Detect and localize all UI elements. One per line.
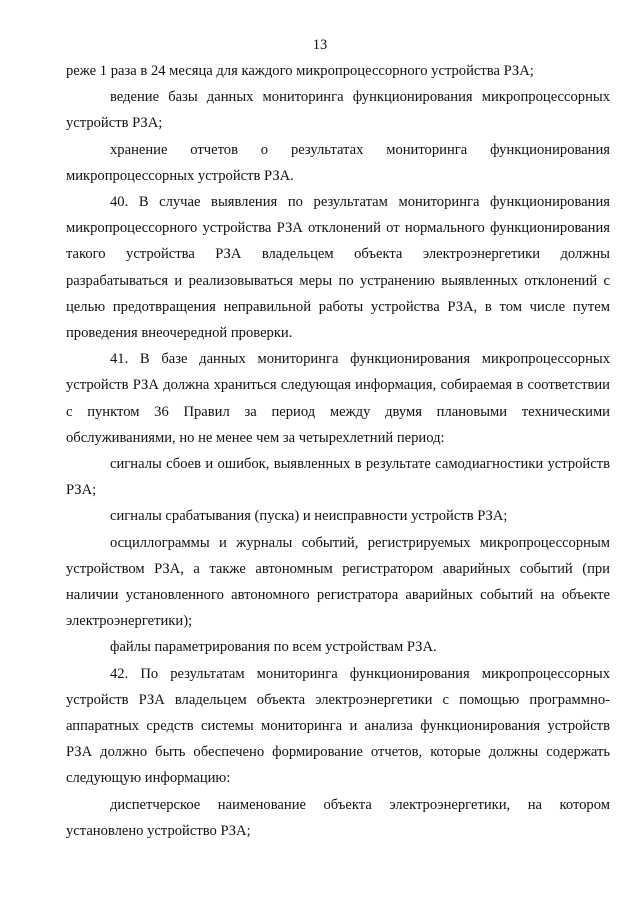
paragraph-fault-signals-item: сигналы сбоев и ошибок, выявленных в результате самодиагностики устройств РЗА; <box>66 456 610 499</box>
paragraph-41: 41. В базе данных мониторинга функционирования микропроцессорных устройств РЗА должна храниться следующая информация, собираемая в соответствии с пунктом 36 Правил за период между двумя плановыми техническими обслуживаниями, но не менее чем за четырехлетний период: <box>66 351 610 446</box>
paragraph-oscillograms-item: осциллограммы и журналы событий, регистрируемых микропроцессорным устройством РЗА, а также автономным регистратором аварийных событий (при наличии установленного автономного регистратора аварийных событий на объекте электроэнергетики); <box>66 534 610 630</box>
paragraph-trip-signals-item: сигналы срабатывания (пуска) и неисправности устройств РЗА; <box>110 508 508 525</box>
paragraph-continuation: реже 1 раза в 24 месяца для каждого микропроцессорного устройства РЗА; <box>66 63 534 79</box>
paragraph-reports-item: хранение отчетов о результатах мониторинга функционирования микропроцессорных устройств РЗА. <box>66 141 610 184</box>
paragraph-database-item: ведение базы данных мониторинга функционирования микропроцессорных устройств РЗА; <box>66 89 610 132</box>
page-number: 13 <box>312 37 328 53</box>
paragraph-42: 42. По результатам мониторинга функционирования микропроцессорных устройств РЗА владельцем объекта электроэнергетики с помощью программно-аппаратных средств системы мониторинга и анализа функционирования устройств РЗА должно быть обеспечено формирование отчетов, которые должны содержать следующую информацию: <box>66 665 610 787</box>
document-body <box>66 58 610 844</box>
paragraph-dispatch-name-item: диспетчерское наименование объекта электроэнергетики, на котором установлено устройство РЗА; <box>66 796 610 839</box>
paragraph-40: 40. В случае выявления по результатам мониторинга функционирования микропроцессорного устройства РЗА отклонений от нормального функционирования такого устройства РЗА владельцем объекта электроэнергетики должны разрабатываться и реализовываться меры по устранению выявленных отклонений с целью предотвращения неправильной работы устройства РЗА, в том числе путем проведения внеочередной проверки. <box>66 194 610 342</box>
paragraph-parameter-files-item: файлы параметрирования по всем устройствам РЗА. <box>110 639 437 656</box>
